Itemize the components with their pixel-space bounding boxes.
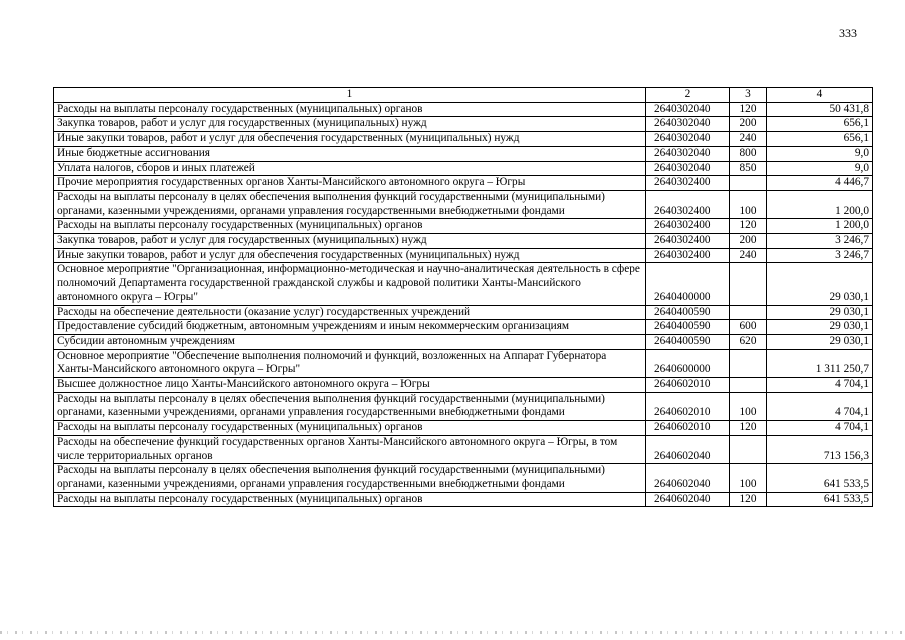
row-name-cell: Основное мероприятие "Организационная, информационно-методическая и научно-аналитическая деятельность в сфере полномочий Департамента государственной гражданской службы и кадровой политики Ханты-Мансийского автономного округа – Югры" [54,263,646,305]
row-code-cell: 2640602010 [646,378,730,393]
row-code-cell: 2640602040 [646,464,730,492]
row-code-cell: 2640302400 [646,176,730,191]
table-row [54,305,873,320]
row-name-cell: Расходы на выплаты персоналу государственных (муниципальных) органов [54,492,646,507]
row-vr-cell: 600 [730,320,767,335]
table-row [54,263,873,305]
row-amount-cell: 656,1 [767,132,873,147]
row-code-cell: 2640302040 [646,146,730,161]
row-name-cell: Расходы на выплаты персоналу государственных (муниципальных) органов [54,421,646,436]
table-row [54,349,873,377]
row-vr-cell: 120 [730,219,767,234]
table-row [54,146,873,161]
row-vr-cell: 240 [730,248,767,263]
header-col-2: 2 [646,88,730,103]
row-name-cell: Иные закупки товаров, работ и услуг для обеспечения государственных (муниципальных) нужд [54,248,646,263]
row-code-cell: 2640302040 [646,161,730,176]
table-header-row [54,88,873,103]
row-vr-cell [730,378,767,393]
row-name-cell: Уплата налогов, сборов и иных платежей [54,161,646,176]
row-name-cell: Прочие мероприятия государственных органов Ханты-Мансийского автономного округа – Югры [54,176,646,191]
table-row [54,464,873,492]
row-code-cell: 2640602010 [646,392,730,420]
header-col-3: 3 [730,88,767,103]
table-row [54,176,873,191]
table-row [54,234,873,249]
row-vr-cell: 120 [730,102,767,117]
row-amount-cell: 1 200,0 [767,219,873,234]
row-code-cell: 2640602040 [646,492,730,507]
row-amount-cell: 50 431,8 [767,102,873,117]
row-amount-cell: 29 030,1 [767,263,873,305]
row-amount-cell: 3 246,7 [767,234,873,249]
row-vr-cell: 800 [730,146,767,161]
table-row [54,132,873,147]
row-name-cell: Субсидии автономным учреждениям [54,334,646,349]
table-row [54,102,873,117]
row-code-cell: 2640400000 [646,263,730,305]
row-amount-cell: 713 156,3 [767,435,873,463]
row-vr-cell [730,263,767,305]
row-code-cell: 2640602040 [646,435,730,463]
row-amount-cell: 29 030,1 [767,305,873,320]
row-name-cell: Закупка товаров, работ и услуг для государственных (муниципальных) нужд [54,234,646,249]
row-amount-cell: 4 704,1 [767,378,873,393]
row-amount-cell: 641 533,5 [767,464,873,492]
row-code-cell: 2640302040 [646,132,730,147]
row-vr-cell: 200 [730,117,767,132]
table-row [54,320,873,335]
row-vr-cell [730,435,767,463]
row-amount-cell: 3 246,7 [767,248,873,263]
row-name-cell: Расходы на выплаты персоналу государственных (муниципальных) органов [54,102,646,117]
row-amount-cell: 9,0 [767,146,873,161]
row-amount-cell: 29 030,1 [767,334,873,349]
row-code-cell: 2640302400 [646,190,730,218]
row-name-cell: Расходы на выплаты персоналу в целях обеспечения выполнения функций государственными (муниципальными) органами, казенными учреждениями, органами управления государственными внебюджетными фондами [54,464,646,492]
row-name-cell: Расходы на обеспечение деятельности (оказание услуг) государственных учреждений [54,305,646,320]
row-vr-cell: 620 [730,334,767,349]
table-row [54,117,873,132]
row-name-cell: Расходы на обеспечение функций государственных органов Ханты-Мансийского автономного округа – Югры, в том числе территориальных органов [54,435,646,463]
row-amount-cell: 656,1 [767,117,873,132]
row-code-cell: 2640302400 [646,234,730,249]
row-vr-cell: 100 [730,464,767,492]
table-row [54,435,873,463]
row-name-cell: Закупка товаров, работ и услуг для государственных (муниципальных) нужд [54,117,646,132]
row-vr-cell: 100 [730,392,767,420]
header-col-1: 1 [54,88,646,103]
row-amount-cell: 4 446,7 [767,176,873,191]
row-name-cell: Расходы на выплаты персоналу в целях обеспечения выполнения функций государственными (муниципальными) органами, казенными учреждениями, органами управления государственными внебюджетными фондами [54,190,646,218]
row-code-cell: 2640602010 [646,421,730,436]
row-vr-cell: 240 [730,132,767,147]
row-amount-cell: 29 030,1 [767,320,873,335]
table-row [54,492,873,507]
table-row [54,421,873,436]
row-code-cell: 2640400590 [646,334,730,349]
page-number: 333 [839,26,857,40]
row-name-cell: Основное мероприятие "Обеспечение выполнения полномочий и функций, возложенных на Аппарат Губернатора Ханты-Мансийского автономного округа – Югры" [54,349,646,377]
table-row [54,161,873,176]
row-code-cell: 2640302400 [646,219,730,234]
budget-table-body [54,88,873,507]
budget-table [53,87,873,507]
table-row [54,248,873,263]
row-name-cell: Иные закупки товаров, работ и услуг для обеспечения государственных (муниципальных) нужд [54,132,646,147]
row-vr-cell: 200 [730,234,767,249]
row-vr-cell: 850 [730,161,767,176]
table-row [54,219,873,234]
row-code-cell: 2640302400 [646,248,730,263]
row-code-cell: 2640400590 [646,305,730,320]
row-code-cell: 2640600000 [646,349,730,377]
row-amount-cell: 1 311 250,7 [767,349,873,377]
row-vr-cell: 120 [730,492,767,507]
scan-noise-line [0,631,905,634]
row-code-cell: 2640400590 [646,320,730,335]
row-vr-cell: 120 [730,421,767,436]
row-vr-cell: 100 [730,190,767,218]
row-amount-cell: 641 533,5 [767,492,873,507]
row-amount-cell: 1 200,0 [767,190,873,218]
row-vr-cell [730,305,767,320]
row-amount-cell: 4 704,1 [767,392,873,420]
row-vr-cell [730,349,767,377]
table-row [54,392,873,420]
table-row [54,190,873,218]
row-name-cell: Высшее должностное лицо Ханты-Мансийского автономного округа – Югры [54,378,646,393]
row-amount-cell: 4 704,1 [767,421,873,436]
header-col-4: 4 [767,88,873,103]
row-code-cell: 2640302040 [646,102,730,117]
table-row [54,334,873,349]
table-row [54,378,873,393]
row-name-cell: Расходы на выплаты персоналу в целях обеспечения выполнения функций государственными (муниципальными) органами, казенными учреждениями, органами управления государственными внебюджетными фондами [54,392,646,420]
row-name-cell: Предоставление субсидий бюджетным, автономным учреждениям и иным некоммерческим организациям [54,320,646,335]
row-name-cell: Иные бюджетные ассигнования [54,146,646,161]
row-amount-cell: 9,0 [767,161,873,176]
row-code-cell: 2640302040 [646,117,730,132]
row-vr-cell [730,176,767,191]
row-name-cell: Расходы на выплаты персоналу государственных (муниципальных) органов [54,219,646,234]
